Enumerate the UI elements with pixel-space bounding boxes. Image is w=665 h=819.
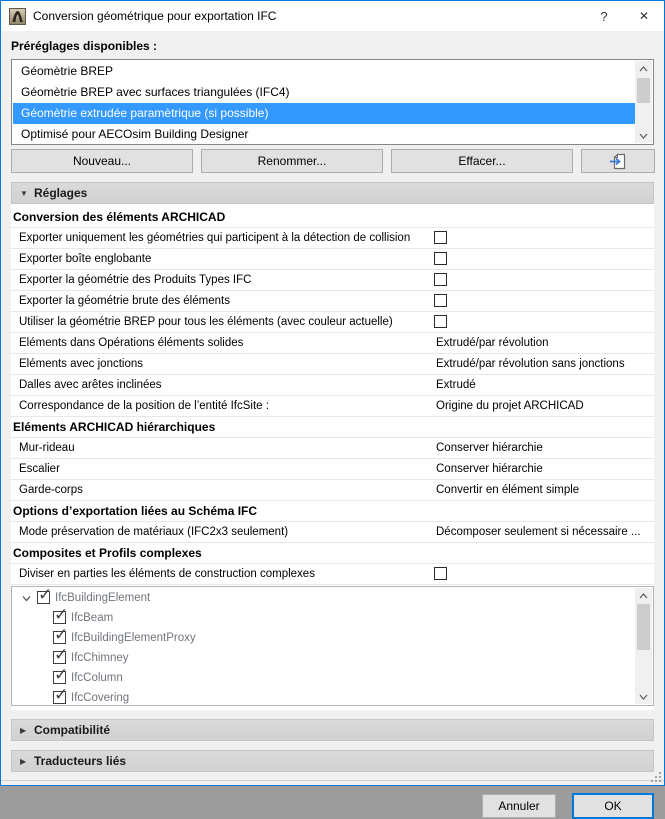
tree-checkbox[interactable]	[37, 591, 50, 604]
group-title-hierarchical: Eléments ARCHICAD hiérarchiques	[11, 417, 654, 438]
setting-value-dropdown[interactable]: Décomposer seulement si nécessaire ...	[436, 526, 641, 538]
scroll-down-icon[interactable]	[635, 689, 652, 704]
checkbox[interactable]	[434, 273, 447, 286]
setting-value-dropdown[interactable]: Conserver hiérarchie	[436, 442, 543, 454]
delete-preset-button[interactable]: Effacer...	[391, 149, 573, 173]
setting-label: Garde-corps	[19, 484, 83, 496]
presets-listbox	[11, 59, 654, 145]
setting-label: Mur-rideau	[19, 442, 75, 454]
tree-label: IfcChimney	[71, 652, 129, 664]
setting-row	[11, 312, 654, 333]
ok-button[interactable]: OK	[572, 793, 654, 819]
tree-item-root[interactable]	[13, 588, 635, 608]
setting-row	[11, 480, 654, 501]
setting-row	[11, 396, 654, 417]
chevron-down-icon: ▼	[20, 188, 28, 198]
setting-label: Eléments avec jonctions	[19, 358, 144, 370]
setting-label: Diviser en parties les éléments de construction complexes	[19, 568, 315, 580]
section-header-compatibility[interactable]	[11, 719, 654, 741]
scroll-down-icon[interactable]	[635, 128, 652, 143]
setting-label: Utiliser la géométrie BREP pour tous les éléments (avec couleur actuelle)	[19, 316, 393, 328]
archicad-app-icon	[9, 8, 26, 25]
checkbox[interactable]	[434, 252, 447, 265]
setting-value-dropdown[interactable]: Convertir en élément simple	[436, 484, 580, 496]
rename-preset-button[interactable]: Renommer...	[201, 149, 383, 173]
ifc-class-tree	[11, 586, 654, 706]
tree-item[interactable]	[13, 668, 635, 688]
checkbox[interactable]	[434, 567, 447, 580]
checkbox[interactable]	[434, 231, 447, 244]
section-label: Compatibilité	[34, 723, 111, 737]
settings-panel	[11, 204, 654, 710]
setting-label: Exporter boîte englobante	[19, 253, 152, 265]
tree-checkbox[interactable]	[53, 671, 66, 684]
import-preset-button[interactable]	[581, 149, 655, 173]
setting-label: Dalles avec arêtes inclinées	[19, 379, 162, 391]
setting-row	[11, 459, 654, 480]
setting-label: Exporter la géométrie des Produits Types IFC	[19, 274, 252, 286]
close-icon[interactable]: ✕	[624, 1, 664, 31]
section-label: Réglages	[34, 186, 88, 200]
footer	[11, 781, 654, 819]
tree-scrollbar[interactable]	[635, 588, 652, 704]
section-header-settings[interactable]	[11, 182, 654, 204]
presets-scrollbar[interactable]	[635, 61, 652, 143]
setting-value-dropdown[interactable]: Extrudé	[436, 379, 476, 391]
title-bar	[1, 1, 664, 31]
setting-row	[11, 333, 654, 354]
setting-label: Mode préservation de matériaux (IFC2x3 seulement)	[19, 526, 289, 538]
group-title-composites: Composites et Profils complexes	[11, 543, 654, 564]
setting-row	[11, 249, 654, 270]
new-preset-button[interactable]: Nouveau...	[11, 149, 193, 173]
setting-row	[11, 228, 654, 249]
tree-checkbox[interactable]	[53, 651, 66, 664]
presets-label: Préréglages disponibles :	[11, 39, 158, 53]
tree-checkbox[interactable]	[53, 691, 66, 704]
scrollbar-thumb[interactable]	[637, 78, 650, 103]
setting-row	[11, 564, 654, 585]
tree-label: IfcColumn	[71, 672, 123, 684]
setting-row	[11, 375, 654, 396]
tree-item[interactable]	[13, 608, 635, 628]
tree-item[interactable]	[13, 628, 635, 648]
tree-rows	[13, 588, 635, 704]
setting-row	[11, 291, 654, 312]
chevron-expanded-icon[interactable]	[21, 593, 32, 604]
help-button[interactable]: ?	[584, 1, 624, 31]
chevron-right-icon: ▶	[20, 725, 27, 735]
setting-value-dropdown[interactable]: Conserver hiérarchie	[436, 463, 543, 475]
setting-row	[11, 438, 654, 459]
setting-row	[11, 522, 654, 543]
cancel-button[interactable]: Annuler	[482, 794, 556, 818]
scrollbar-thumb[interactable]	[637, 604, 650, 650]
tree-label: IfcBuildingElementProxy	[71, 632, 196, 644]
setting-label: Escalier	[19, 463, 60, 475]
setting-label: Exporter la géométrie brute des éléments	[19, 295, 230, 307]
tree-checkbox[interactable]	[53, 611, 66, 624]
scroll-up-icon[interactable]	[635, 588, 652, 603]
import-document-icon	[608, 152, 628, 171]
group-title-conversion: Conversion des éléments ARCHICAD	[11, 207, 654, 228]
setting-row	[11, 354, 654, 375]
chevron-right-icon: ▶	[20, 756, 27, 766]
checkbox[interactable]	[434, 294, 447, 307]
tree-label: IfcBuildingElement	[55, 592, 151, 604]
setting-label: Eléments dans Opérations éléments solides	[19, 337, 244, 349]
tree-checkbox[interactable]	[53, 631, 66, 644]
setting-row	[11, 270, 654, 291]
group-title-schema: Options d’exportation liées au Schéma IFC	[11, 501, 654, 522]
tree-item[interactable]	[13, 648, 635, 668]
preset-item[interactable]: Géomètrie BREP	[21, 64, 114, 78]
checkbox[interactable]	[434, 315, 447, 328]
tree-item[interactable]	[13, 688, 635, 708]
resize-grip[interactable]	[651, 772, 661, 782]
tree-label: IfcCovering	[71, 692, 130, 704]
preset-item[interactable]: Géomètrie BREP avec surfaces triangulées (IFC4)	[21, 85, 290, 99]
dialog-body	[1, 31, 664, 819]
setting-value-dropdown[interactable]: Origine du projet ARCHICAD	[436, 400, 584, 412]
setting-label: Exporter uniquement les géométries qui participent à la détection de collision	[19, 232, 411, 244]
scroll-up-icon[interactable]	[635, 61, 652, 76]
section-header-linked-translators[interactable]	[11, 750, 654, 772]
preset-item-selected[interactable]: Géomètrie extrudée paramètrique (si possible)	[13, 103, 635, 124]
setting-value-dropdown[interactable]: Extrudé/par révolution	[436, 337, 549, 349]
dialog-title: Conversion géométrique pour exportation IFC	[33, 9, 277, 23]
setting-label: Correspondance de la position de l’entité IfcSite :	[19, 400, 269, 412]
presets-list	[13, 61, 635, 143]
preset-item[interactable]: Optimisé pour AECOsim Building Designer	[21, 127, 249, 141]
tree-label: IfcBeam	[71, 612, 114, 624]
preset-actions	[11, 149, 654, 173]
setting-value-dropdown[interactable]: Extrudé/par révolution sans jonctions	[436, 358, 625, 370]
section-label: Traducteurs liés	[34, 754, 127, 768]
